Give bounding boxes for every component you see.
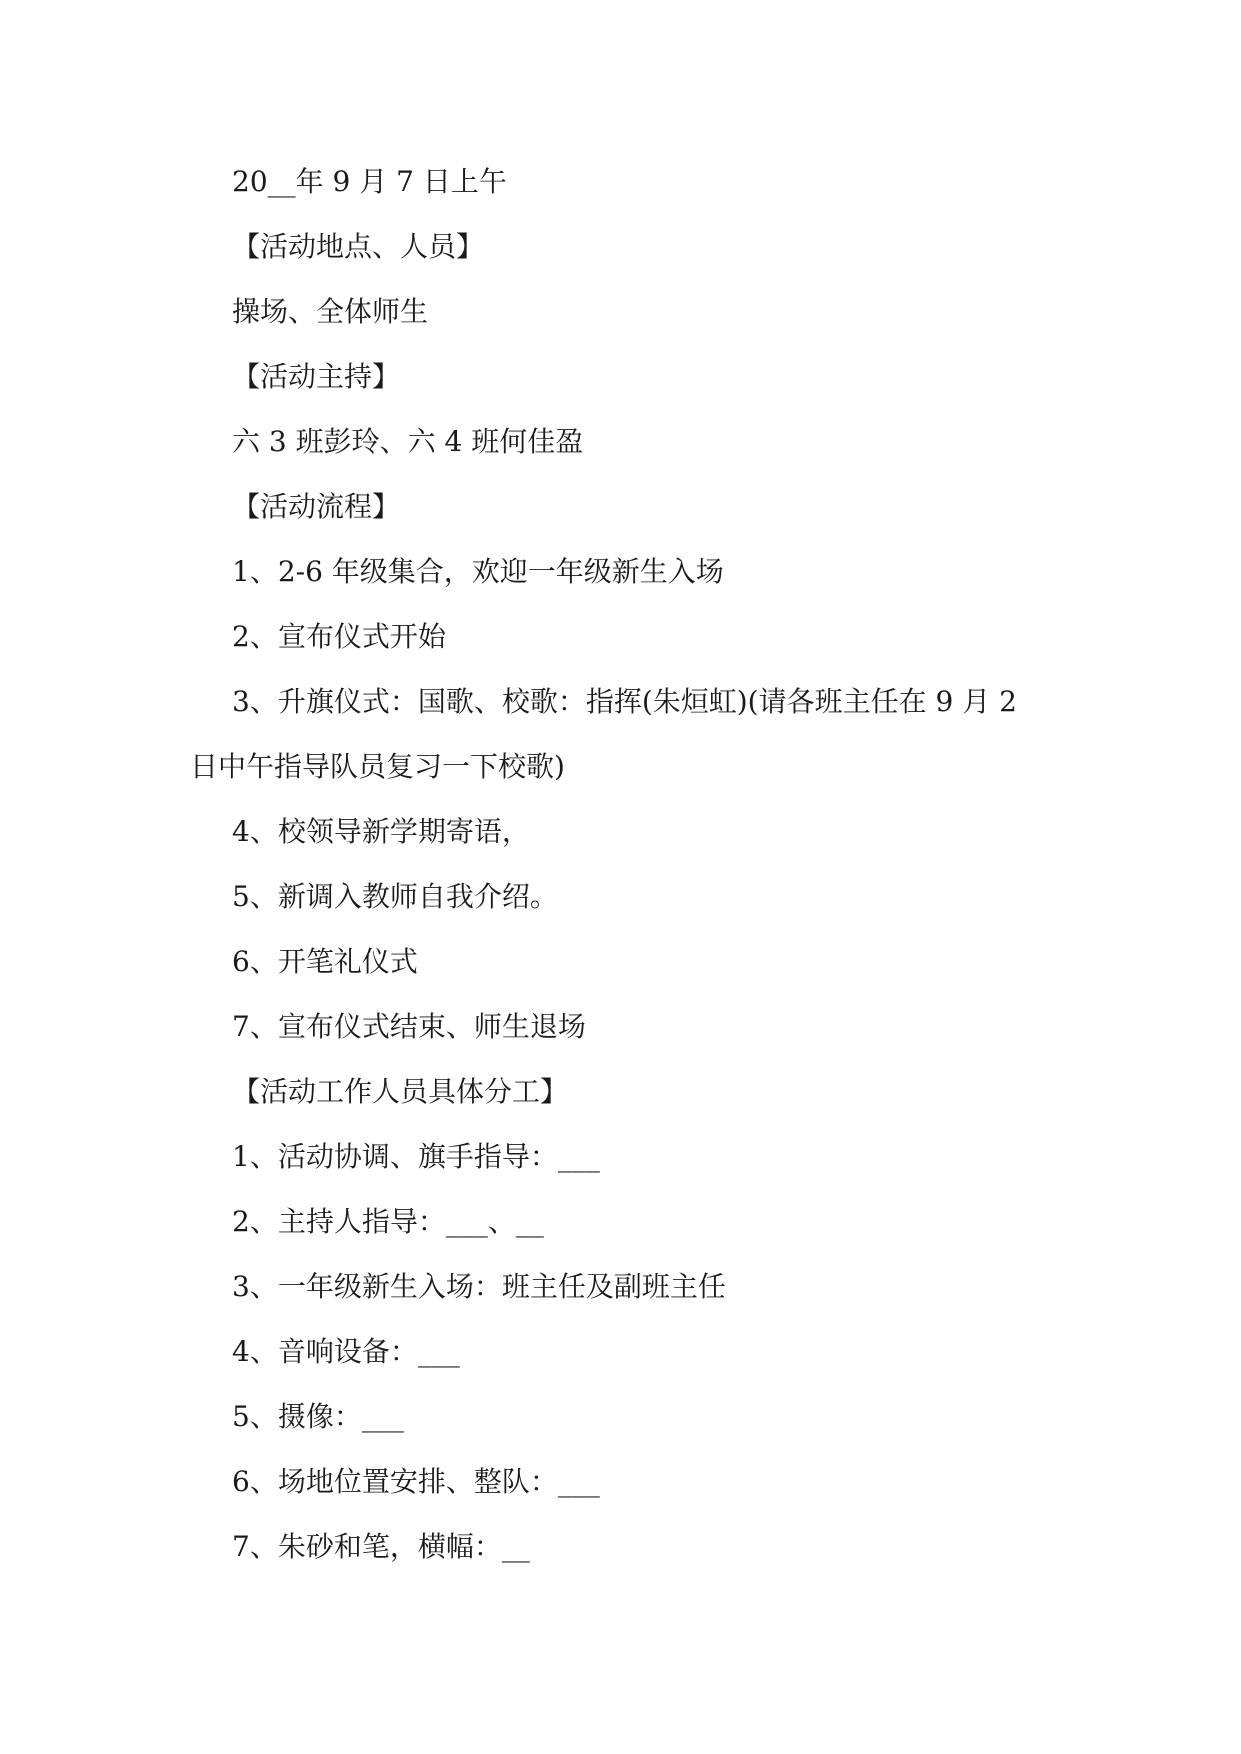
process-item-6: 6、开笔礼仪式 — [232, 945, 418, 978]
date-line: 20__年 9 月 7 日上午 — [232, 165, 507, 198]
section-heading-location: 【活动地点、人员】 — [232, 230, 485, 263]
staff-item-3: 3、一年级新生入场：班主任及副班主任 — [232, 1270, 726, 1303]
process-item-5: 5、新调入教师自我介绍。 — [232, 880, 558, 913]
process-item-2: 2、宣布仪式开始 — [232, 620, 446, 653]
staff-item-5: 5、摄像：___ — [232, 1400, 404, 1433]
staff-item-1: 1、活动协调、旗手指导：___ — [232, 1140, 600, 1173]
host-text: 六 3 班彭玲、六 4 班何佳盈 — [232, 425, 584, 458]
process-item-7: 7、宣布仪式结束、师生退场 — [232, 1010, 586, 1043]
process-item-1: 1、2-6 年级集合，欢迎一年级新生入场 — [232, 555, 724, 588]
section-heading-staff: 【活动工作人员具体分工】 — [232, 1075, 569, 1108]
location-text: 操场、全体师生 — [232, 295, 429, 328]
section-heading-process: 【活动流程】 — [232, 490, 401, 523]
process-item-3: 3、升旗仪式：国歌、校歌：指挥(朱烜虹)(请各班主任在 9 月 2 — [232, 685, 1017, 718]
staff-item-2: 2、主持人指导：___、__ — [232, 1205, 544, 1238]
section-heading-host: 【活动主持】 — [232, 360, 401, 393]
staff-item-6: 6、场地位置安排、整队：___ — [232, 1465, 600, 1498]
staff-item-4: 4、音响设备：___ — [232, 1335, 460, 1368]
process-item-3-continued: 日中午指导队员复习一下校歌) — [190, 750, 565, 783]
process-item-4: 4、校领导新学期寄语， — [232, 815, 530, 848]
staff-item-7: 7、朱砂和笔，横幅：__ — [232, 1530, 530, 1563]
